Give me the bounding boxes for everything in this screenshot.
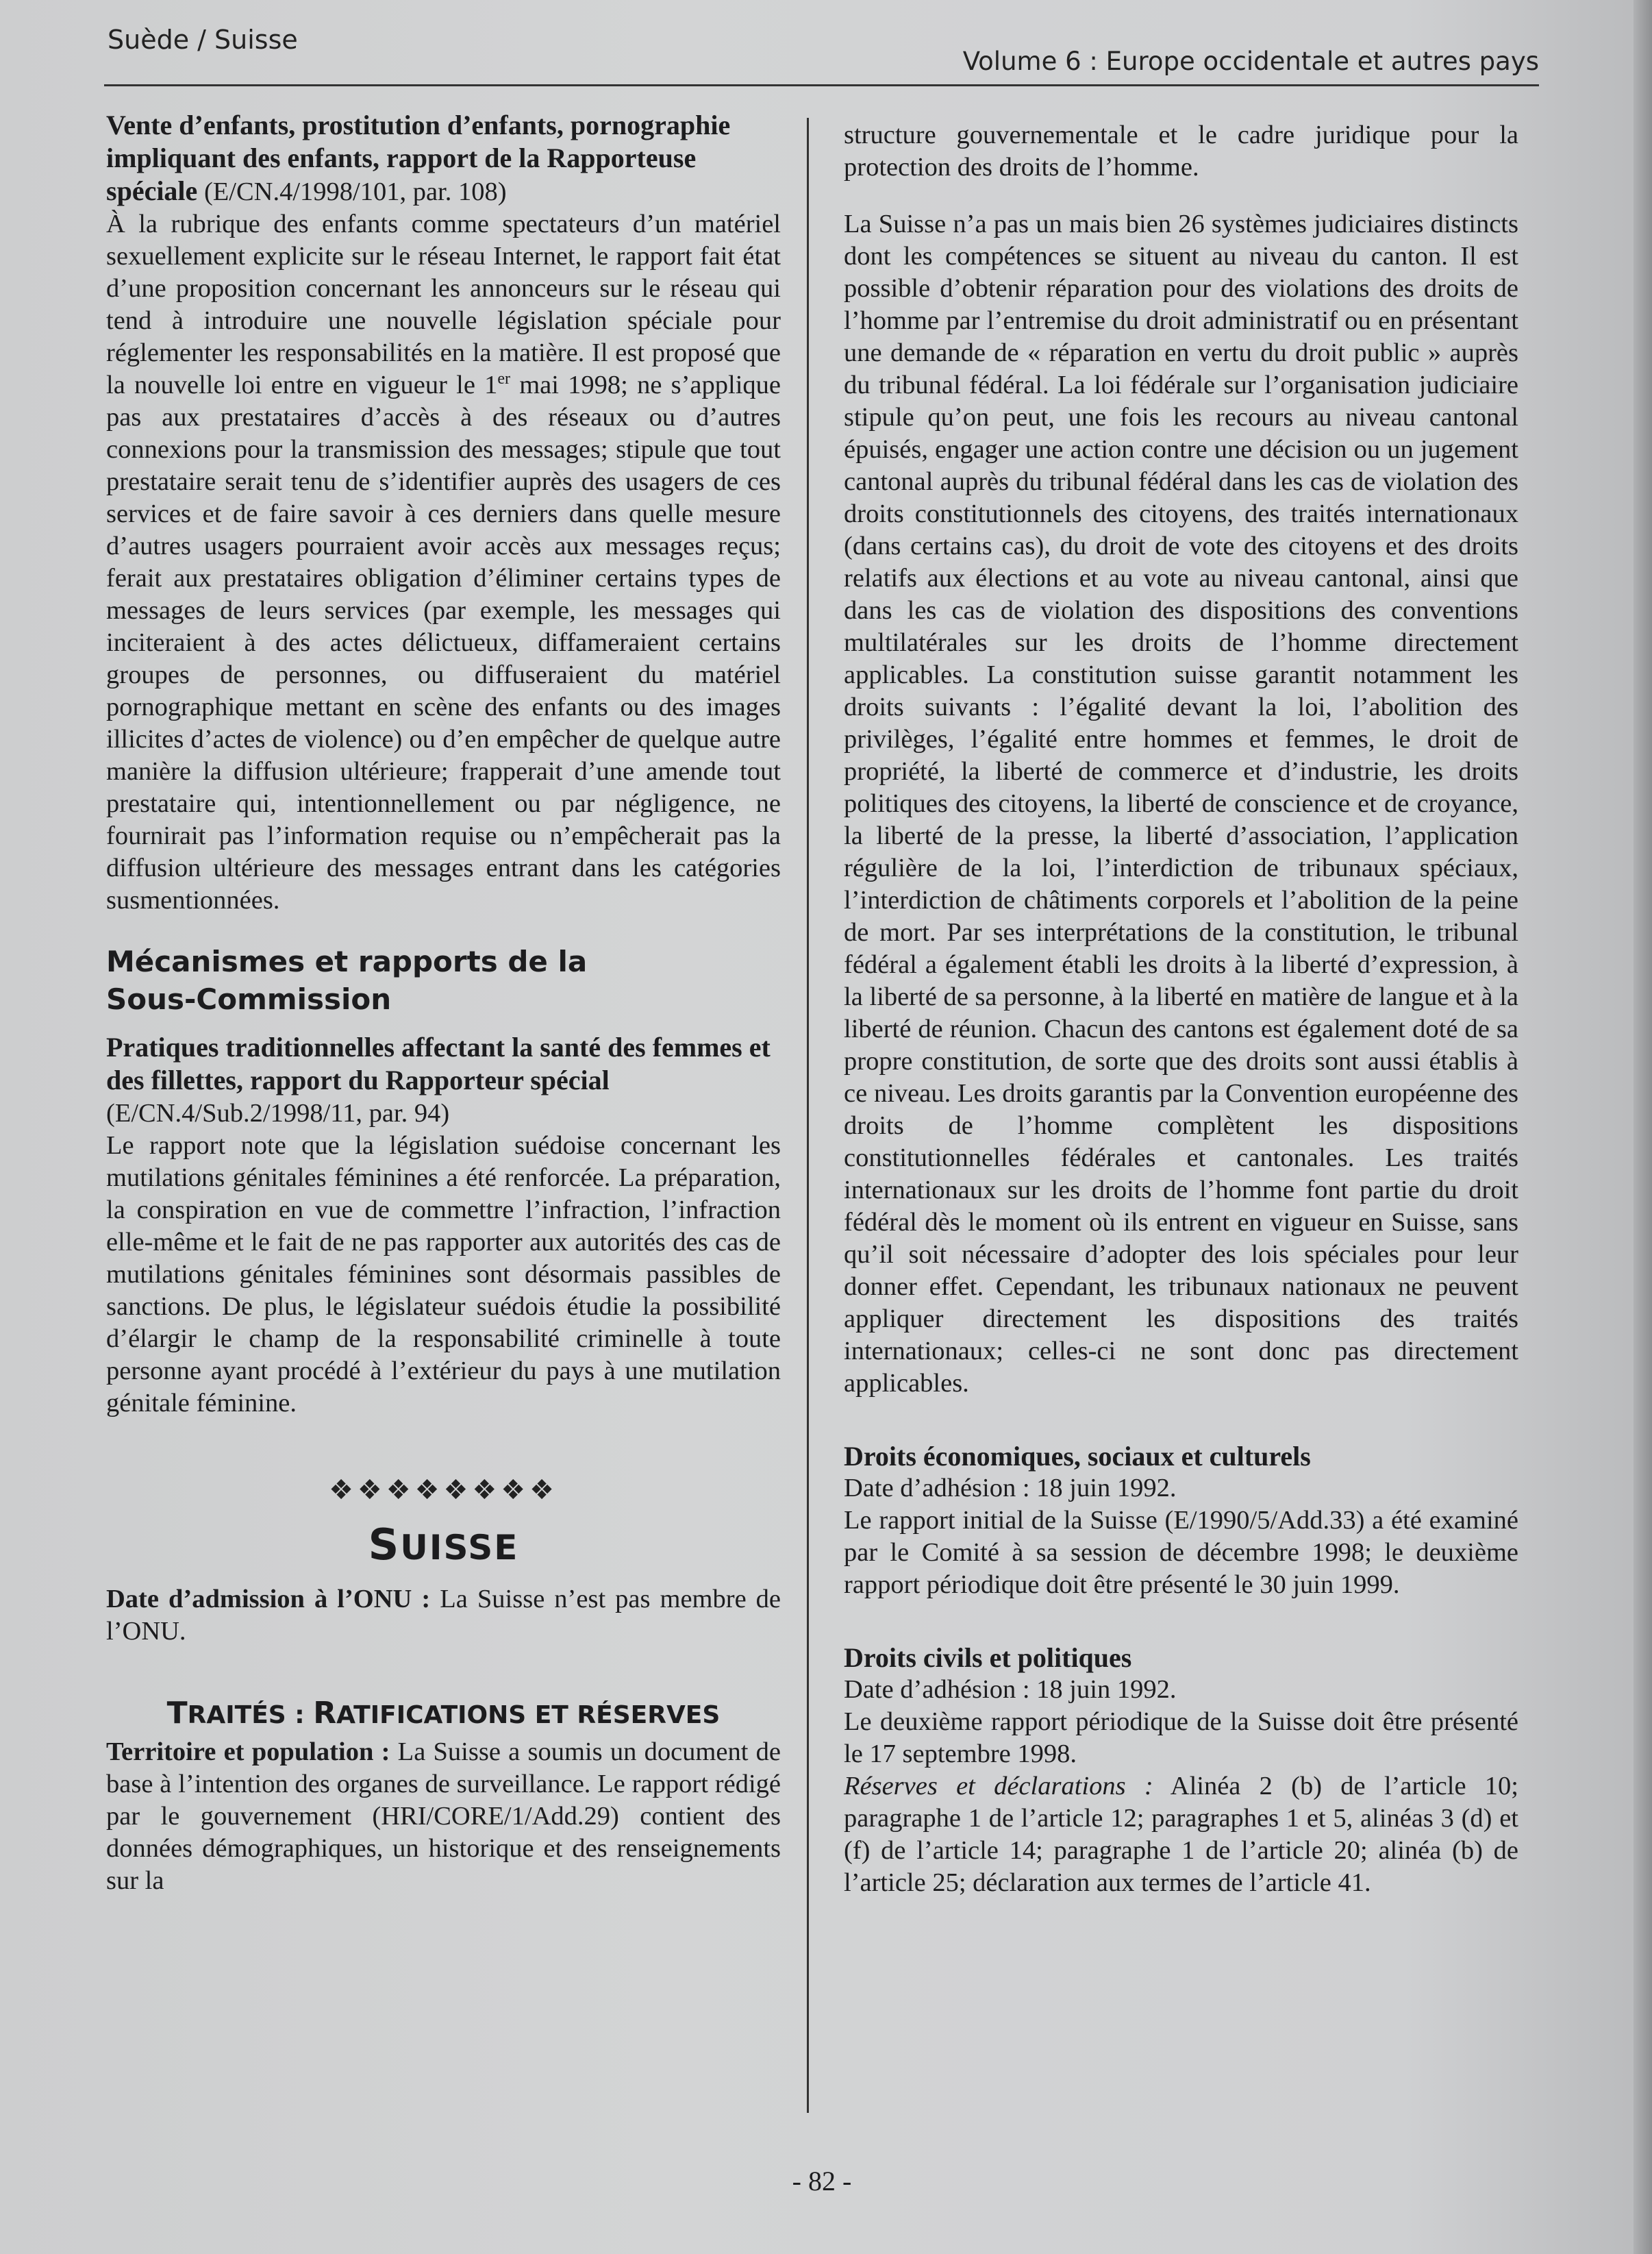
desc-date: Date d’adhésion : 18 juin 1992. bbox=[844, 1474, 1177, 1502]
traites-heading bbox=[106, 1696, 781, 1731]
country-title-rest: UISSE bbox=[400, 1528, 519, 1568]
onu-text: La Suisse n’est pas membre de l’ONU. bbox=[106, 1585, 781, 1646]
country-title bbox=[106, 1520, 781, 1570]
desc-heading: Droits économiques, sociaux et culturels bbox=[844, 1441, 1311, 1472]
territoire-text: La Suisse a soumis un document de base à l’intention des organes de surveillance. Le rapport rédigé par le gouvernement (HRI/CORE/1/Add.29) contient des données démographiques, un historique et des renseignements sur la bbox=[106, 1737, 781, 1895]
country-title-initial: S bbox=[368, 1520, 401, 1570]
running-header-left: Suède / Suisse bbox=[108, 25, 298, 55]
traites-heading-t: T bbox=[166, 1696, 188, 1731]
reserves-paragraph bbox=[844, 1770, 1518, 1899]
territoire-paragraph bbox=[106, 1736, 781, 1897]
vente-paragraph bbox=[106, 208, 781, 917]
pratiques-heading-title: Pratiques traditionnelles affectant la santé des femmes et des fillettes, rapport du Rapporteur spécial bbox=[106, 1032, 771, 1095]
mecanismes-heading bbox=[106, 943, 781, 1018]
onu-paragraph bbox=[106, 1583, 781, 1648]
column-divider bbox=[807, 118, 809, 2113]
pratiques-heading bbox=[106, 1032, 781, 1130]
vente-heading bbox=[106, 110, 781, 208]
mecanismes-heading-line2: Sous-Commission bbox=[106, 982, 392, 1016]
traites-heading-rest: ATIFICATIONS ET RÉSERVES bbox=[336, 1701, 721, 1729]
territoire-label: Territoire et population : bbox=[106, 1737, 390, 1766]
section-ornament: ❖❖❖❖❖❖❖❖ bbox=[329, 1474, 558, 1506]
vente-text-a: À la rubrique des enfants comme spectateurs d’un matériel sexuellement explicite sur le réseau Internet, le rapport fait état d’une proposition concernant les annonceurs sur le réseau qui tend à introduire une nouvelle législation spéciale pour réglementer les responsabilités en la matière. Il est proposé que la nouvelle loi entre en vigueur le 1 bbox=[106, 210, 781, 399]
page-number: - 82 - bbox=[792, 2166, 852, 2196]
reserves-label: Réserves et déclarations : bbox=[844, 1772, 1153, 1800]
pratiques-heading-ref: (E/CN.4/Sub.2/1998/11, par. 94) bbox=[106, 1099, 450, 1128]
vente-text-b: mai 1998; ne s’applique pas aux prestataires d’accès à des réseaux ou d’autres connexions pour la transmission des messages; stipule que tout prestataire serait tenu de s’identifier auprès des usagers de ces services et de faire savoir à ces derniers dans quelle mesure d’autres usagers pourraient avoir accès aux messages reçus; ferait aux prestataires obligation d’éliminer certains types de messages de leurs services (par exemple, les messages qui inciteraient à des actes délictueux, diffameraient certains groupes de personnes, ou diffuseraient du matériel pornographique mettant en scène des enfants ou des images illicites d’actes de violence) ou d’en empêcher de quelque autre manière la diffusion ultérieure; frapperait d’une amende tout prestataire qui, intentionnellement ou par négligence, ne fournirait pas l’information requise ou n’empêcherait pas la diffusion ultérieure des messages entrant dans les catégories susmentionnées. bbox=[106, 371, 781, 915]
traites-heading-r: R bbox=[313, 1696, 337, 1731]
dcp-paragraph: Le deuxième rapport périodique de la Suisse doit être présenté le 17 septembre 1998. bbox=[844, 1707, 1518, 1768]
judiciaire-paragraph: La Suisse n’a pas un mais bien 26 systèmes judiciaires distincts dont les compétences se situent au niveau du canton. Il est possible d’obtenir réparation pour des violations des droits de l’homme par l’entremise du droit administratif ou en présentant une demande de « réparation en vertu du droit public » auprès du tribunal fédéral. La loi fédérale sur l’organisation judiciaire stipule qu’on peut, une fois les recours au niveau cantonal épuisés, engager une action contre une décision ou un jugement cantonal auprès du tribunal fédéral dans les cas de violation des droits constitutionnels des citoyens, des traités internationaux (dans certains cas), du droit de vote des citoyens et des droits relatifs aux élections et au vote au niveau cantonal, ainsi que dans les cas de violation des dispositions des conventions multilatérales sur les droits de l’homme directement applicables. La constitution suisse garantit notamment les droits suivants : l’égalité devant la loi, l’abolition des privilèges, l’égalité entre hommes et femmes, le droit de propriété, la liberté de commerce et d’industrie, les droits politiques des citoyens, la liberté de conscience et de croyance, la liberté de la presse, la liberté d’association, l’application régulière de la loi, l’interdiction de tribunaux spéciaux, l’interdiction de châtiments corporels et l’abolition de la peine de mort. Par ses interprétations de la constitution, le tribunal fédéral a également établi les droits à la liberté d’expression, à la liberté de sa personne, à la liberté en matière de langue et à la liberté de réunion. Chacun des cantons est également doté de sa propre constitution, de sorte que des droits sont aussi établis à ce niveau. Les droits garantis par la Convention européenne des droits de l’homme complètent les dispositions constitutionnelles fédérales et cantonales. Les traités internationaux sur les droits de l’homme font partie du droit fédéral dès le moment où ils entrent en vigueur en Suisse, sans qu’il soit nécessaire d’adopter des lois spéciales pour leur donner effet. Cependant, les tribunaux nationaux ne peuvent appliquer directement les dispositions des traités internationaux; celles-ci ne sont donc pas directement applicables. bbox=[844, 210, 1518, 1398]
desc-paragraph: Le rapport initial de la Suisse (E/1990/5/Add.33) a été examiné par le Comité à sa session de décembre 1998; le deuxième rapport périodique doit être présenté le 30 juin 1999. bbox=[844, 1506, 1518, 1599]
onu-label: Date d’admission à l’ONU : bbox=[106, 1585, 431, 1613]
running-header-right: Volume 6 : Europe occidentale et autres pays bbox=[962, 47, 1539, 76]
header-rule bbox=[104, 84, 1539, 86]
continuation-paragraph: structure gouvernementale et le cadre juridique pour la protection des droits de l’homme. bbox=[844, 121, 1518, 182]
vente-heading-ref: (E/CN.4/1998/101, par. 108) bbox=[203, 177, 507, 206]
pratiques-paragraph: Le rapport note que la législation suédoise concernant les mutilations génitales féminines a été renforcée. La préparation, la conspiration en vue de commettre l’infraction, l’infraction elle-même et le fait de ne pas rapporter aux autorités des cas de mutilations génitales féminines sont désormais passibles de sanctions. De plus, le législateur suédois étudie la possibilité d’élargir le champ de la responsabilité criminelle à toute personne ayant procédé à l’extérieur du pays à une mutilation génitale féminine. bbox=[106, 1131, 781, 1417]
vente-heading-title: Vente d’enfants, prostitution d’enfants, pornographie impliquant des enfants, rapport de la Rapporteuse spéciale bbox=[106, 110, 731, 206]
dcp-heading: Droits civils et politiques bbox=[844, 1642, 1132, 1673]
page-edge-shadow bbox=[1634, 0, 1652, 2254]
traites-heading-raites: RAITÉS : bbox=[187, 1701, 314, 1729]
right-column bbox=[844, 119, 1518, 1899]
reserves-text: Alinéa 2 (b) de l’article 10; paragraphe 1 de l’article 12; paragraphes 1 et 5, alinéas 3 (d) et (f) de l’article 14; paragraphe 1 de l’article 20; alinéa (b) de l’article 25; déclaration aux termes de l’article 41. bbox=[844, 1772, 1518, 1897]
vente-superscript: er bbox=[497, 370, 511, 388]
left-column bbox=[106, 110, 781, 1897]
mecanismes-heading-line1: Mécanismes et rapports de la bbox=[106, 945, 588, 978]
dcp-date: Date d’adhésion : 18 juin 1992. bbox=[844, 1675, 1177, 1704]
